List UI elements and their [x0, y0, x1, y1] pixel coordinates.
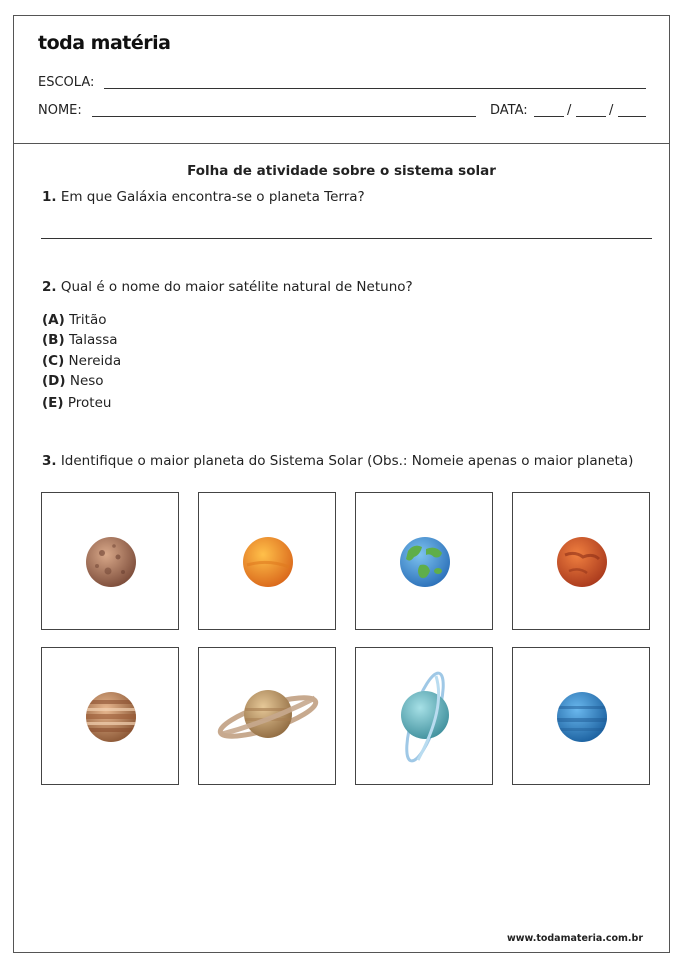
option-text: Tritão — [69, 312, 107, 328]
question-text: Qual é o nome do maior satélite natural de Netuno? — [60, 279, 413, 295]
option-d — [42, 373, 104, 389]
date-separator: / — [609, 103, 614, 118]
uranus-icon — [356, 648, 494, 786]
brand-logo: toda matéria — [38, 32, 171, 54]
option-letter: (C) — [42, 353, 65, 369]
planet-card-neptune[interactable] — [512, 647, 650, 785]
planet-card-uranus[interactable] — [355, 647, 493, 785]
question-2 — [42, 279, 413, 295]
planet-card-saturn[interactable] — [198, 647, 336, 785]
answer-line — [41, 238, 652, 239]
venus-icon — [199, 493, 337, 631]
question-1 — [42, 189, 365, 205]
date-month-line — [576, 116, 606, 117]
option-text: Nereida — [68, 353, 122, 369]
option-text: Proteu — [67, 395, 112, 411]
option-e — [42, 395, 111, 411]
date-label: DATA: — [490, 103, 528, 118]
planet-card-mars[interactable] — [512, 492, 650, 630]
school-line — [104, 88, 646, 89]
mercury-icon — [42, 493, 180, 631]
mars-icon — [513, 493, 651, 631]
option-a — [42, 312, 106, 328]
option-letter: (E) — [42, 395, 64, 411]
date-day-line — [534, 116, 564, 117]
planet-card-venus[interactable] — [198, 492, 336, 630]
name-line — [92, 116, 476, 117]
neptune-icon — [513, 648, 651, 786]
worksheet-page — [13, 15, 670, 953]
option-letter: (B) — [42, 332, 65, 348]
question-number: 1. — [42, 189, 57, 205]
name-label: NOME: — [38, 103, 82, 118]
planet-card-jupiter[interactable] — [41, 647, 179, 785]
option-letter: (A) — [42, 312, 65, 328]
question-number: 2. — [42, 279, 57, 295]
option-text: Neso — [69, 373, 104, 389]
jupiter-icon — [42, 648, 180, 786]
date-year-line — [618, 116, 646, 117]
question-number: 3. — [42, 453, 57, 469]
question-text: Identifique o maior planeta do Sistema Solar (Obs.: Nomeie apenas o maior planeta) — [60, 453, 634, 469]
question-3 — [42, 453, 633, 469]
option-letter: (D) — [42, 373, 66, 389]
planet-card-mercury[interactable] — [41, 492, 179, 630]
question-text: Em que Galáxia encontra-se o planeta Terra? — [60, 189, 365, 205]
worksheet-title: Folha de atividade sobre o sistema solar — [187, 163, 496, 179]
planet-card-earth[interactable] — [355, 492, 493, 630]
date-separator: / — [567, 103, 572, 118]
school-label: ESCOLA: — [38, 75, 95, 90]
option-b — [42, 332, 118, 348]
footer-url[interactable]: www.todamateria.com.br — [506, 933, 643, 944]
earth-icon — [356, 493, 494, 631]
option-text: Talassa — [68, 332, 118, 348]
saturn-icon — [199, 648, 337, 786]
header — [14, 16, 669, 144]
option-c — [42, 353, 121, 369]
